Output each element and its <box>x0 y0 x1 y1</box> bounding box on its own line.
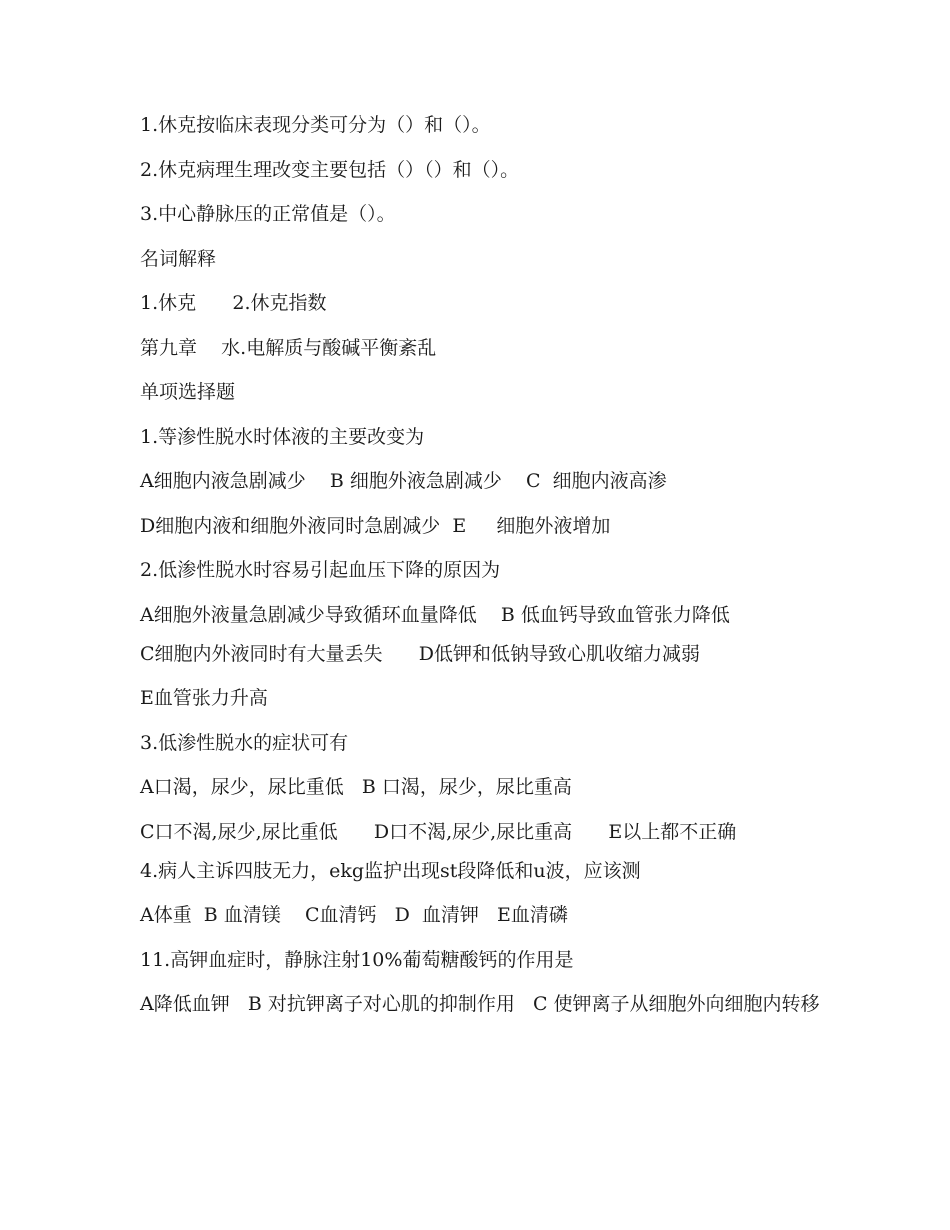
chapter-heading: 第九章 水.电解质与酸碱平衡紊乱 <box>140 336 437 359</box>
question-11-options: A降低血钾 B 对抗钾离子对心肌的抑制作用 C 使钾离子从细胞外向细胞内转移 <box>140 993 820 1015</box>
question-1: 1.等渗性脱水时体液的主要改变为 <box>140 425 425 448</box>
question-shock-classification: 1.休克按临床表现分类可分为（）和（）。 <box>140 114 491 136</box>
question-3-options-a: A口渴，尿少，尿比重低 B 口渴，尿少，尿比重高 <box>140 776 572 798</box>
question-2-options-a: A细胞外液量急剧减少导致循环血量降低 B 低血钙导致血管张力降低 <box>140 603 730 626</box>
question-4-options: A体重 B 血清镁 C血清钙 D 血清钾 E血清磷 <box>140 904 568 926</box>
document-page <box>140 111 820 1029</box>
question-11: 11.高钾血症时，静脉注射10%葡萄糖酸钙的作用是 <box>140 948 574 971</box>
question-2: 2.低渗性脱水时容易引起血压下降的原因为 <box>140 559 501 581</box>
question-3-options-b: C口不渴,尿少,尿比重低 D口不渴,尿少,尿比重高 E以上都不正确 <box>140 820 737 843</box>
question-1-options-a: A细胞内液急剧减少 B 细胞外液急剧减少 C 细胞内液高渗 <box>140 470 667 492</box>
terms-list: 1.休克 2.休克指数 <box>140 292 327 314</box>
question-cvp-normal: 3.中心静脉压的正常值是（）。 <box>140 203 396 225</box>
question-1-options-b: D细胞内液和细胞外液同时急剧减少 E 细胞外液增加 <box>140 514 611 537</box>
section-heading-single-choice: 单项选择题 <box>140 381 236 403</box>
question-4: 4.病人主诉四肢无力，ekg监护出现st段降低和u波，应该测 <box>140 859 641 882</box>
question-2-options-b: C细胞内外液同时有大量丢失 D低钾和低钠导致心肌收缩力减弱 <box>140 642 701 665</box>
section-heading-terms: 名词解释 <box>140 247 217 270</box>
question-3: 3.低渗性脱水的症状可有 <box>140 731 349 754</box>
question-shock-pathophysiology: 2.休克病理生理改变主要包括（）（）和（）。 <box>140 158 520 181</box>
question-2-options-c: E血管张力升高 <box>140 687 268 709</box>
